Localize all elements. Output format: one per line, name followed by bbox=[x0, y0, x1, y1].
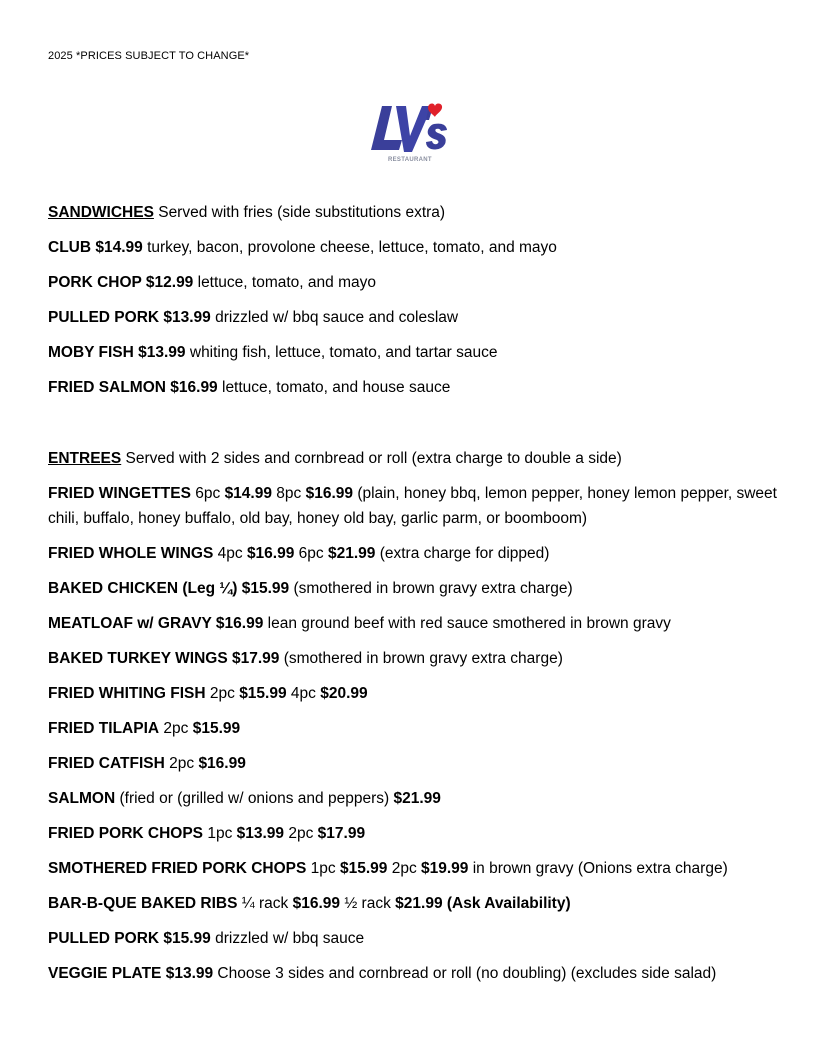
item-description: (plain, honey bbq, lemon pepper, honey lemon pepper, sweet chili, buffalo, honey buffalo, old bay, honey old bay, garlic parm, or boomboom) bbox=[48, 485, 777, 527]
section-title: SANDWICHES bbox=[48, 204, 154, 221]
section-spacer bbox=[48, 410, 778, 446]
item-qty: 6pc bbox=[294, 545, 328, 562]
item-name-price: PULLED PORK $13.99 bbox=[48, 309, 211, 326]
item-price: $21.99 (Ask Availability) bbox=[395, 895, 571, 912]
section-header-sandwiches bbox=[48, 200, 778, 225]
item-description: (smothered in brown gravy extra charge) bbox=[289, 580, 573, 597]
menu-item bbox=[48, 681, 778, 706]
item-description: lettuce, tomato, and mayo bbox=[193, 274, 376, 291]
item-name: FRIED WHOLE WINGS bbox=[48, 545, 214, 562]
menu-item bbox=[48, 611, 778, 636]
item-price: $15.99 bbox=[339, 860, 388, 877]
page-header-note: 2025 *PRICES SUBJECT TO CHANGE* bbox=[48, 50, 250, 62]
menu-item bbox=[48, 716, 778, 741]
item-price: $13.99 bbox=[236, 825, 285, 842]
menu-body bbox=[48, 200, 778, 996]
item-price: $17.99 bbox=[317, 825, 366, 842]
item-qty: 2pc bbox=[205, 685, 240, 702]
item-qty: 2pc bbox=[387, 860, 421, 877]
item-description: lettuce, tomato, and house sauce bbox=[217, 379, 451, 396]
item-name: FRIED CATFISH bbox=[48, 755, 165, 772]
item-price: $16.99 bbox=[246, 545, 295, 562]
item-description: (extra charge for dipped) bbox=[375, 545, 550, 562]
item-qty: 2pc bbox=[164, 755, 199, 772]
item-qty: 1pc bbox=[306, 860, 340, 877]
item-price: $19.99 bbox=[421, 860, 469, 877]
item-name: FRIED PORK CHOPS bbox=[48, 825, 204, 842]
item-qty: 2pc bbox=[159, 720, 193, 737]
item-description: drizzled w/ bbq sauce and coleslaw bbox=[210, 309, 459, 326]
item-price: $15.99 bbox=[239, 685, 287, 702]
item-price: $16.99 bbox=[198, 755, 246, 772]
item-name-price: VEGGIE PLATE $13.99 bbox=[48, 965, 214, 982]
menu-item bbox=[48, 856, 778, 881]
item-name-price: CLUB $14.99 bbox=[48, 239, 143, 256]
item-description: turkey, bacon, provolone cheese, lettuce, tomato, and mayo bbox=[142, 239, 557, 256]
item-qty: ½ rack bbox=[340, 895, 396, 912]
item-price: $20.99 bbox=[320, 685, 368, 702]
item-name-price: MEATLOAF w/ GRAVY $16.99 bbox=[48, 615, 264, 632]
menu-item bbox=[48, 270, 778, 295]
item-price: $21.99 bbox=[327, 545, 376, 562]
item-description: Choose 3 sides and cornbread or roll (no doubling) (excludes side salad) bbox=[213, 965, 717, 982]
item-name: SMOTHERED FRIED PORK CHOPS bbox=[48, 860, 307, 877]
item-name-price: FRIED SALMON $16.99 bbox=[48, 379, 218, 396]
item-name-price: PORK CHOP $12.99 bbox=[48, 274, 194, 291]
item-description: whiting fish, lettuce, tomato, and tartar sauce bbox=[185, 344, 498, 361]
logo-graphic bbox=[368, 100, 450, 160]
item-name-price: MOBY FISH $13.99 bbox=[48, 344, 186, 361]
menu-item bbox=[48, 821, 778, 846]
item-price: $21.99 bbox=[393, 790, 441, 807]
item-name: FRIED TILAPIA bbox=[48, 720, 160, 737]
item-description: lean ground beef with red sauce smothered in brown gravy bbox=[263, 615, 671, 632]
menu-item bbox=[48, 305, 778, 330]
item-name: SALMON bbox=[48, 790, 116, 807]
item-description: (smothered in brown gravy extra charge) bbox=[279, 650, 563, 667]
menu-item bbox=[48, 576, 778, 601]
item-name-price: BAKED TURKEY WINGS $17.99 bbox=[48, 650, 280, 667]
menu-item bbox=[48, 541, 778, 566]
item-name: FRIED WHITING FISH bbox=[48, 685, 206, 702]
menu-item bbox=[48, 375, 778, 400]
menu-item bbox=[48, 235, 778, 260]
restaurant-logo bbox=[368, 100, 450, 172]
item-name: BAR-B-QUE BAKED RIBS bbox=[48, 895, 238, 912]
item-description: drizzled w/ bbq sauce bbox=[210, 930, 365, 947]
section-note: Served with 2 sides and cornbread or roll (extra charge to double a side) bbox=[121, 450, 622, 467]
menu-item bbox=[48, 646, 778, 671]
section-title: ENTREES bbox=[48, 450, 122, 467]
menu-item bbox=[48, 340, 778, 365]
item-price: $14.99 bbox=[224, 485, 272, 502]
section-header-entrees bbox=[48, 446, 778, 471]
logo-subtitle: RESTAURANT bbox=[388, 157, 432, 163]
item-qty: 4pc bbox=[213, 545, 247, 562]
item-name: FRIED WINGETTES bbox=[48, 485, 191, 502]
item-qty: 2pc bbox=[284, 825, 318, 842]
menu-item bbox=[48, 961, 778, 986]
menu-item bbox=[48, 891, 778, 916]
menu-item bbox=[48, 926, 778, 951]
item-name-price: BAKED CHICKEN (Leg ¼) $15.99 bbox=[48, 580, 290, 597]
item-price: $15.99 bbox=[192, 720, 241, 737]
menu-item bbox=[48, 751, 778, 776]
item-description: (fried or (grilled w/ onions and peppers) bbox=[115, 790, 394, 807]
item-qty: 4pc bbox=[286, 685, 321, 702]
item-qty: 6pc bbox=[190, 485, 225, 502]
item-qty: ¼ rack bbox=[237, 895, 293, 912]
section-note: Served with fries (side substitutions extra) bbox=[153, 204, 446, 221]
item-price: $16.99 bbox=[292, 895, 341, 912]
menu-item bbox=[48, 786, 778, 811]
item-qty: 1pc bbox=[203, 825, 237, 842]
item-description: in brown gravy (Onions extra charge) bbox=[468, 860, 728, 877]
item-price: $16.99 bbox=[305, 485, 354, 502]
menu-item bbox=[48, 481, 778, 531]
item-qty: 8pc bbox=[271, 485, 306, 502]
item-name-price: PULLED PORK $15.99 bbox=[48, 930, 211, 947]
